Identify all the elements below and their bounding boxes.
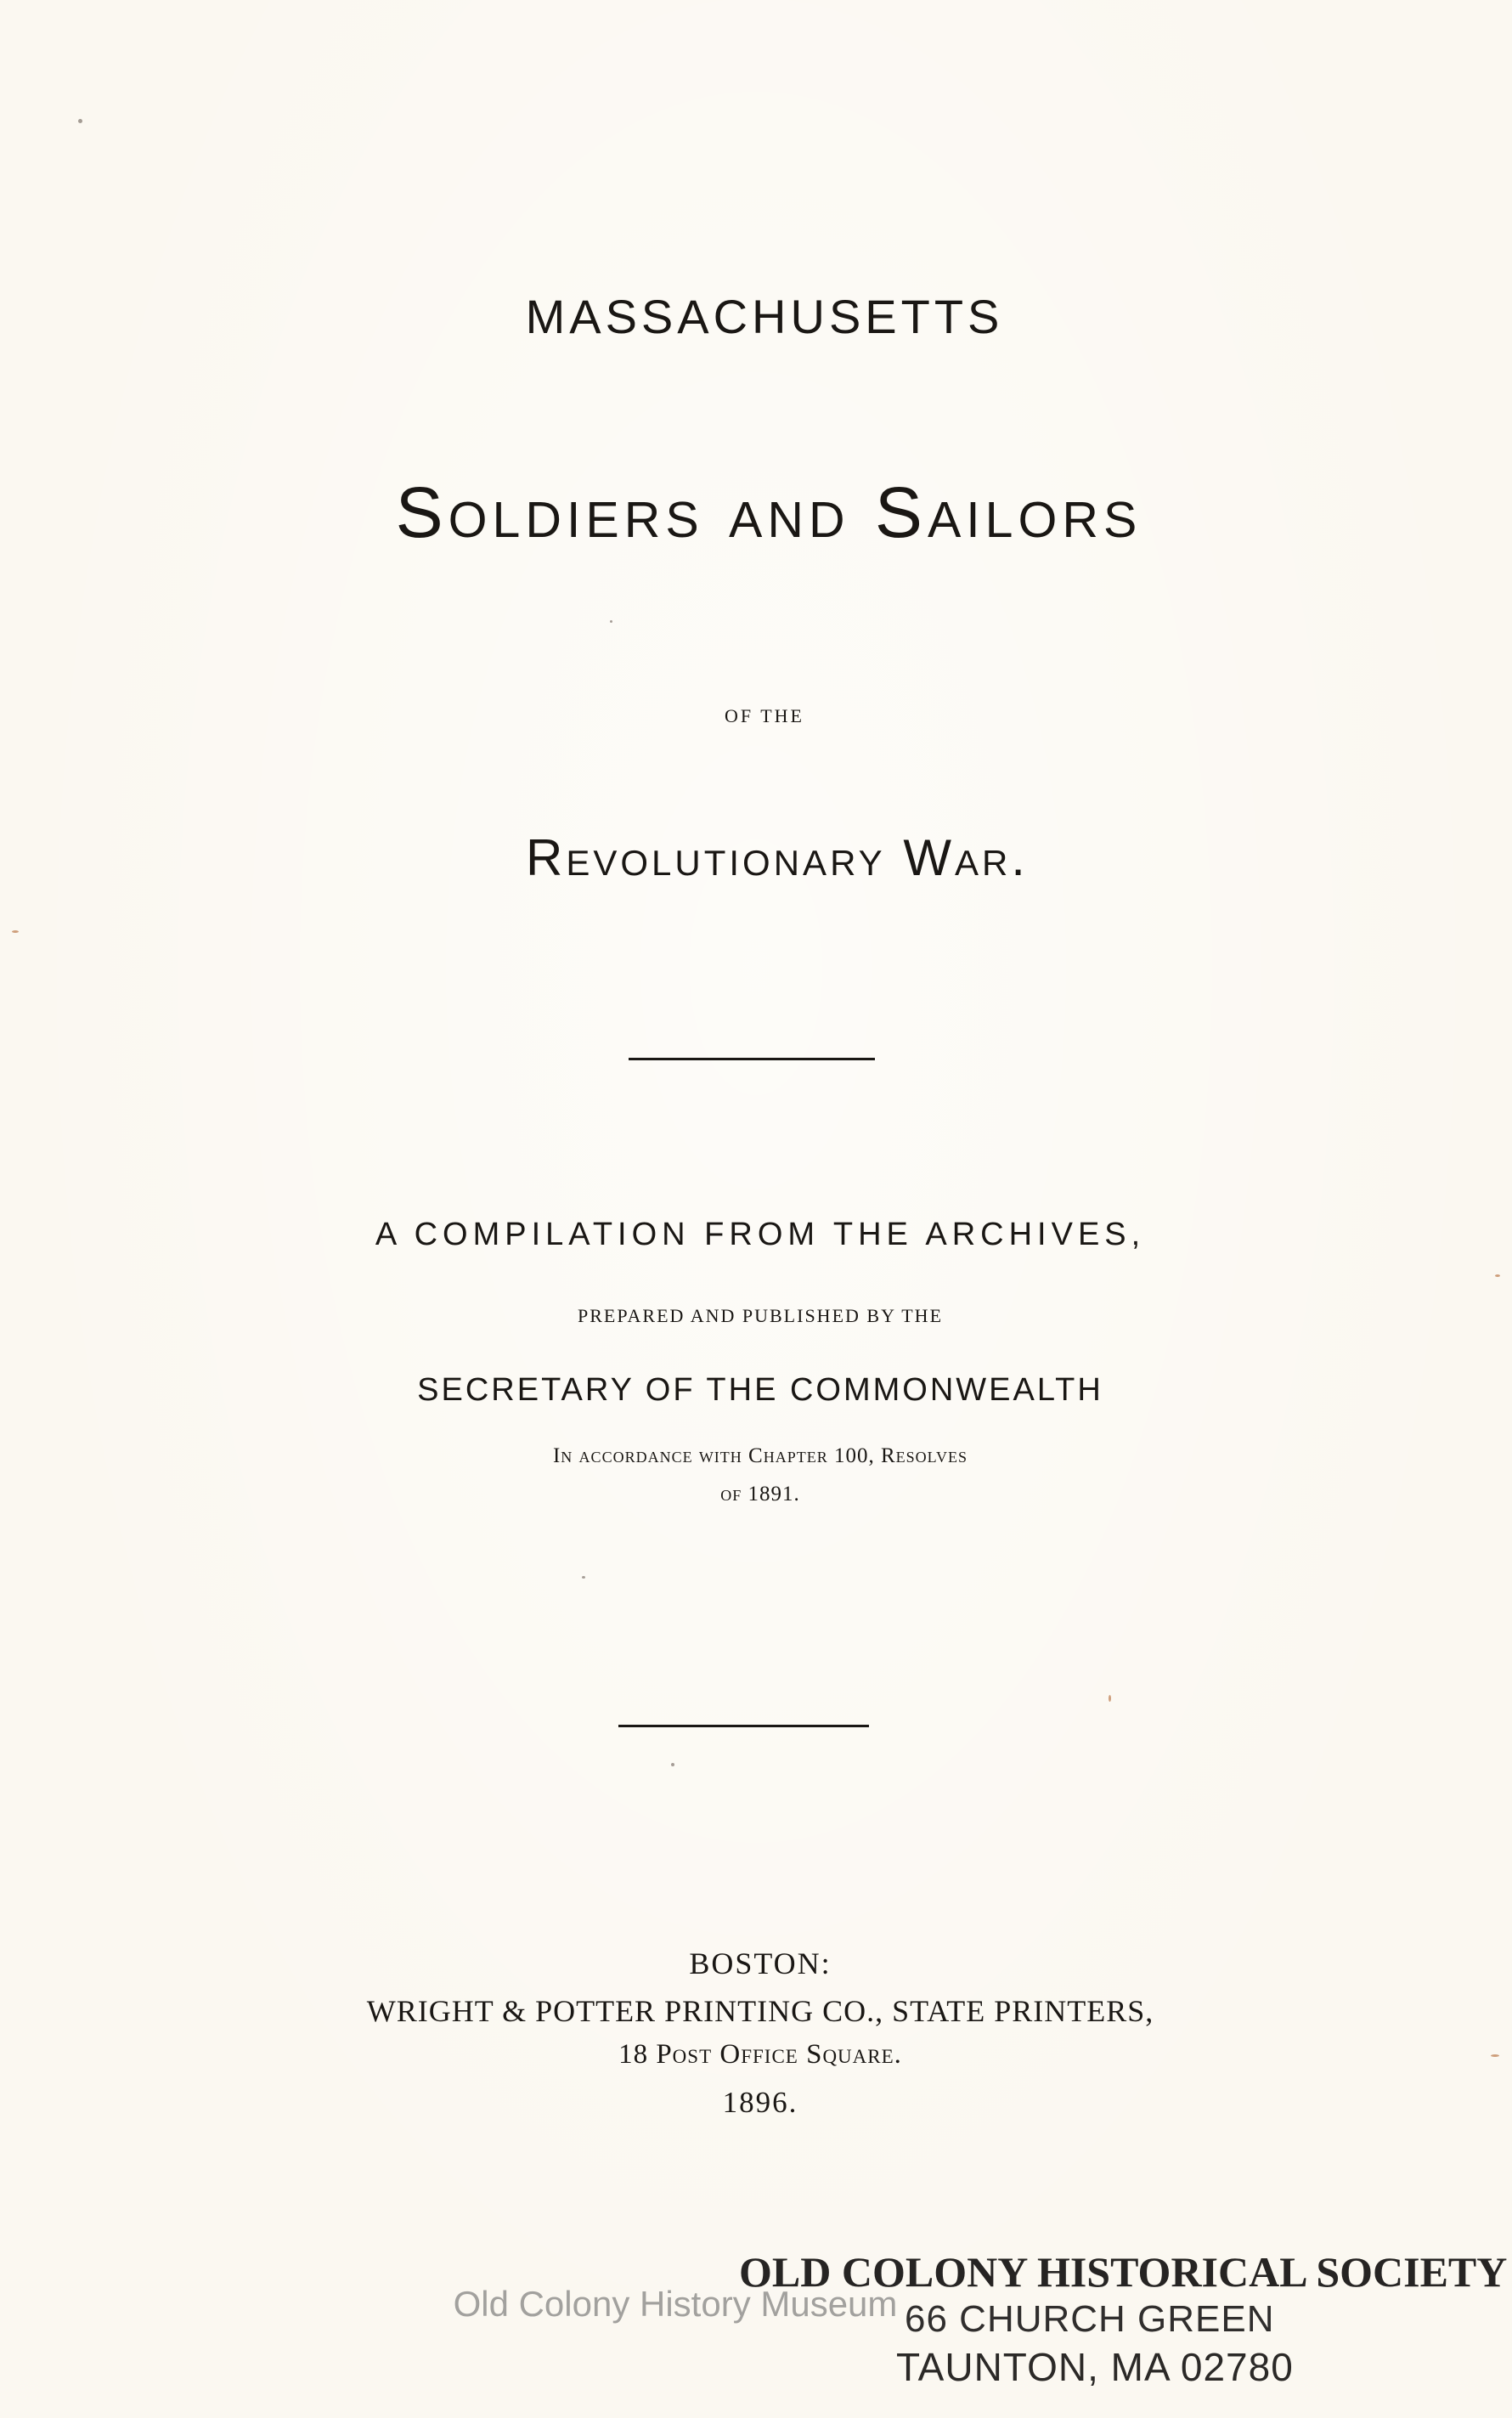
paper-speck [1495,1274,1500,1277]
paper-speck [12,930,19,933]
divider-rule-bottom [618,1725,869,1727]
paper-speck [1109,1695,1111,1702]
imprint-address: 18 Post Office Square. [618,2039,902,2070]
prepared-by-line: PREPARED AND PUBLISHED BY THE [577,1305,944,1326]
resolves-year-line: of 1891. [720,1483,800,1506]
paper-speck [78,119,82,123]
war-title: Revolutionary War. [526,829,1029,886]
of-the-connector: OF THE [725,705,804,726]
imprint-printer: WRIGHT & POTTER PRINTING CO., STATE PRINTERS, [366,1994,1154,2028]
paper-speck [671,1763,674,1766]
stamp-city-zip: TAUNTON, MA 02780 [896,2345,1294,2389]
accordance-line: In accordance with Chapter 100, Resolves [552,1444,968,1467]
divider-rule-top [629,1058,875,1060]
paper-speck [610,620,612,623]
imprint-city: BOSTON: [689,1946,832,1980]
stamp-street: 66 CHURCH GREEN [905,2298,1275,2340]
paper-speck [582,1576,585,1579]
paper-speck [1491,2054,1499,2057]
state-heading: MASSACHUSETTS [525,290,1004,343]
compilation-line: A COMPILATION FROM THE ARCHIVES, [375,1217,1146,1252]
imprint-year: 1896. [722,2086,798,2119]
watermark-text: Old Colony History Museum [453,2284,898,2324]
secretary-line: SECRETARY OF THE COMMONWEALTH [417,1372,1103,1408]
stamp-society-name: OLD COLONY HISTORICAL SOCIETY [739,2248,1508,2296]
main-title: Soldiers and Sailors [395,472,1142,552]
